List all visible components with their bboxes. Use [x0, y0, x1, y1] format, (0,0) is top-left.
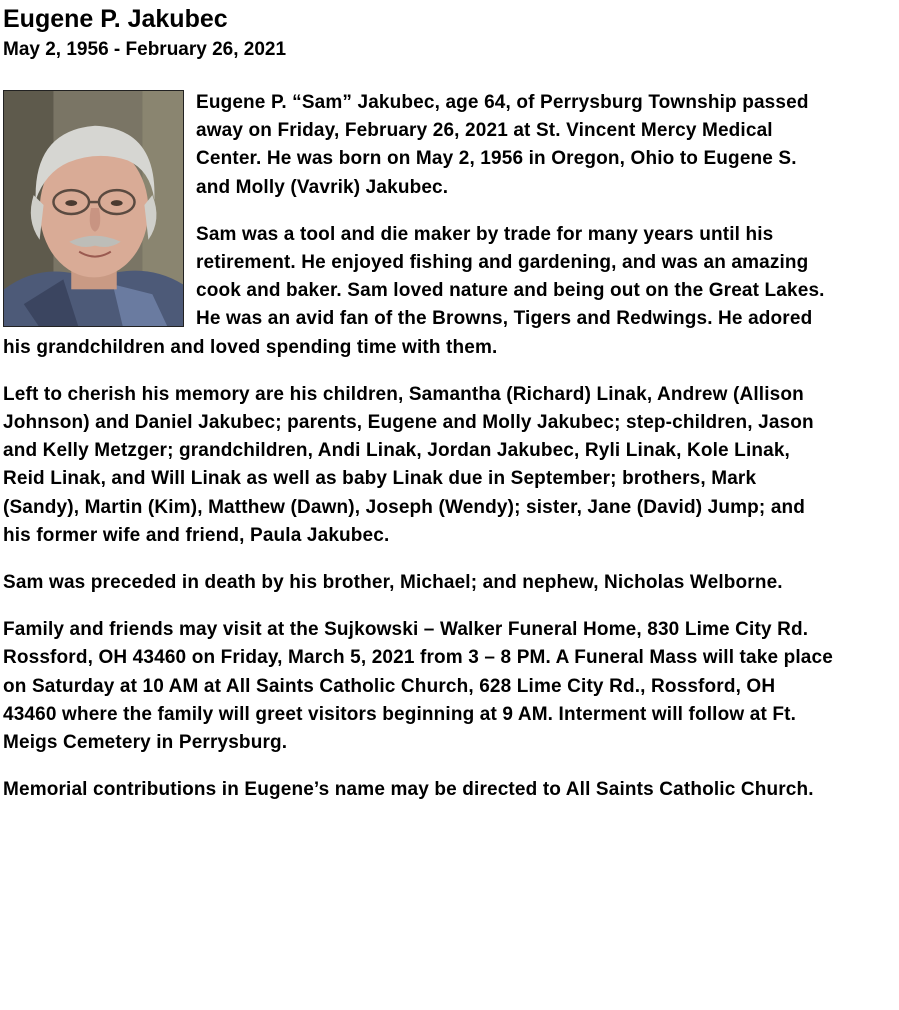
portrait-photo: [3, 90, 184, 327]
paragraph-services: Family and friends may visit at the Sujkowski – Walker Funeral Home, 830 Lime City Rd. Rossford, OH 43460 on Friday, March 5, 2021 from 3 – 8 PM. A Funeral Mass will take place on Saturday at 10 AM at All Saints Catholic Church, 628 Lime City Rd., Rossford, OH 43460 where the family will greet visitors beginning at 9 AM. Interment will follow at Ft. Meigs Cemetery in Perrysburg.: [3, 619, 833, 754]
paragraph-memorial: Memorial contributions in Eugene’s name may be directed to All Saints Catholic Church.: [3, 779, 814, 801]
page-title: Eugene P. Jakubec: [3, 5, 228, 33]
paragraph-intro: Eugene P. “Sam” Jakubec, age 64, of Perrysburg Township passed away on Friday, February 26, 2021 at St. Vincent Mercy Medical Center. He was born on May 2, 1956 in Oregon, Ohio to Eugene S. and Molly (Vavrik) Jakubec.: [196, 92, 809, 198]
paragraph-life: Sam was a tool and die maker by trade for many years until his retirement. He enjoyed fishing and gardening, and was an amazing cook and baker. Sam loved nature and being out on the Great Lakes. He was an avid fan of the Browns, Tigers and Redwings. He adored his grandchildren and loved spending time with them.: [3, 223, 825, 358]
paragraph-survivors: Left to cherish his memory are his children, Samantha (Richard) Linak, Andrew (Allison Johnson) and Daniel Jakubec; parents, Eugene and Molly Jakubec; step-children, Jason and Kelly Metzger; grandchildren, Andi Linak, Jordan Jakubec, Ryli Linak, Kole Linak, Reid Linak, and Will Linak as well as baby Linak due in September; brothers, Mark (Sandy), Martin (Kim), Matthew (Dawn), Joseph (Wendy); sister, Jane (David) Jump; and his former wife and friend, Paula Jakubec.: [3, 383, 814, 546]
obituary-body: [3, 89, 833, 804]
portrait-icon: [4, 91, 183, 326]
life-dates: May 2, 1956 - February 26, 2021: [3, 39, 287, 60]
obituary-page: [3, 4, 893, 823]
paragraph-preceded: Sam was preceded in death by his brother, Michael; and nephew, Nicholas Welborne.: [3, 572, 783, 594]
